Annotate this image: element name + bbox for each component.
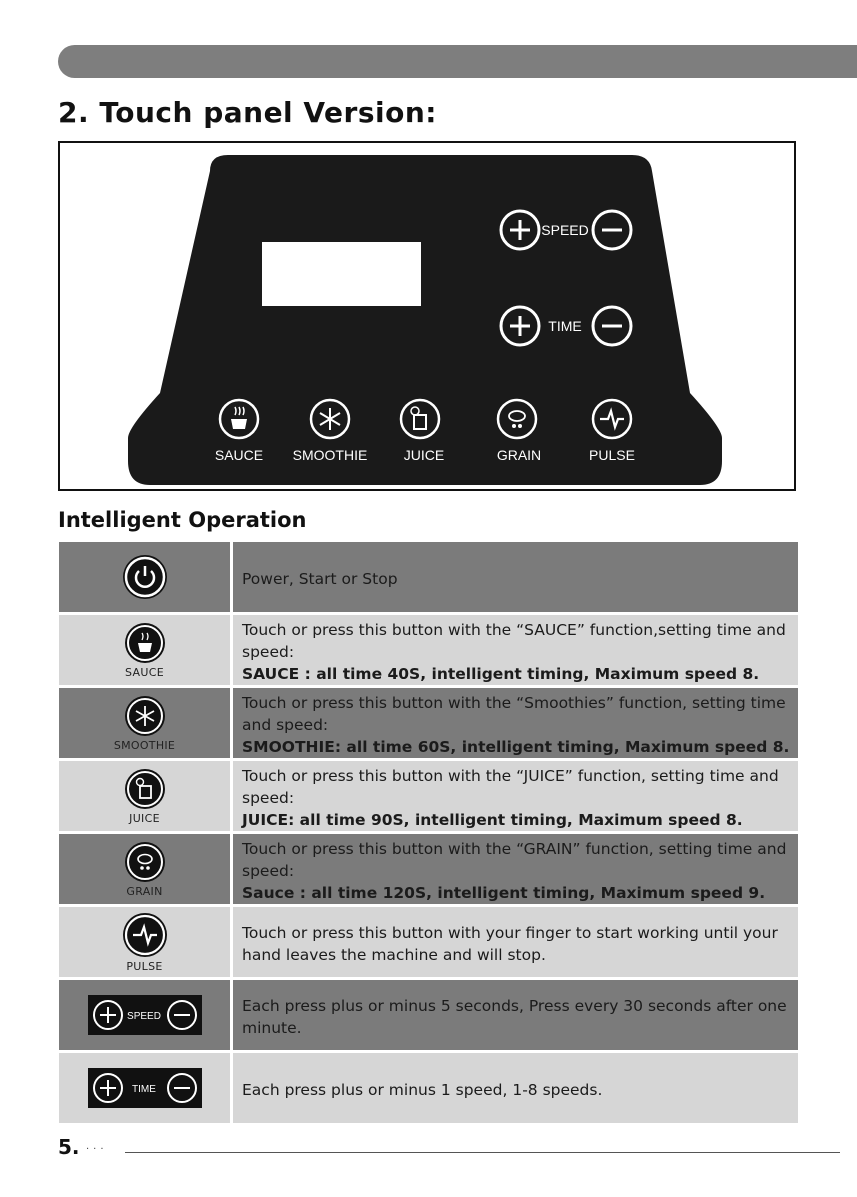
speed-control-label: SPEED	[126, 1011, 161, 1022]
page-title: 2. Touch panel Version:	[58, 96, 437, 129]
table-row	[59, 980, 798, 1050]
section-title: Intelligent Operation	[58, 508, 307, 532]
juice-icon	[124, 768, 166, 810]
row-icon-label: PULSE	[126, 959, 163, 973]
table-row	[59, 542, 798, 612]
panel-label-juice: JUICE	[403, 447, 445, 463]
table-row	[59, 907, 798, 977]
table-row	[59, 1053, 798, 1123]
power-icon	[122, 554, 168, 600]
row-bold-text: JUICE: all time 90S, intelligent timing, Maximum speed 8.	[242, 811, 743, 829]
panel-label-smoothie: SMOOTHIE	[292, 447, 368, 463]
page-number: 5.	[58, 1135, 80, 1159]
speed-control-icon	[88, 995, 202, 1035]
table-row	[59, 761, 798, 831]
row-text: Each press plus or minus 5 seconds, Press every 30 seconds after one minute.	[242, 997, 787, 1037]
row-bold-text: SMOOTHIE: all time 60S, intelligent timing, Maximum speed 8.	[242, 738, 790, 756]
header-bar	[58, 45, 857, 78]
footer-dots: ...	[86, 1141, 108, 1152]
row-text: Power, Start or Stop	[242, 570, 398, 588]
panel-label-pulse: PULSE	[589, 447, 635, 463]
row-bold-text: Sauce : all time 120S, intelligent timing, Maximum speed 9.	[242, 884, 766, 902]
row-text: Touch or press this button with the “SAUCE” function,setting time and speed:	[242, 621, 786, 661]
display-screen	[262, 242, 421, 306]
row-icon-label: SAUCE	[125, 665, 164, 679]
grain-icon	[124, 841, 166, 883]
sauce-icon	[124, 622, 166, 664]
table-row	[59, 615, 798, 685]
row-icon-label: JUICE	[129, 811, 160, 825]
row-text: Each press plus or minus 1 speed, 1-8 speeds.	[242, 1081, 603, 1099]
footer-rule	[125, 1152, 840, 1153]
pulse-icon	[122, 912, 168, 958]
time-control-label: TIME	[131, 1084, 156, 1095]
panel-label-sauce: SAUCE	[214, 447, 264, 463]
touch-panel-figure	[58, 141, 796, 491]
time-control-icon	[88, 1068, 202, 1108]
panel-label-grain: GRAIN	[496, 447, 542, 463]
row-text: Touch or press this button with the “JUICE” function, setting time and speed:	[242, 767, 779, 807]
panel-speed-label: SPEED	[541, 222, 589, 238]
smoothie-icon	[124, 695, 166, 737]
row-bold-text: SAUCE : all time 40S, intelligent timing, Maximum speed 8.	[242, 665, 760, 683]
row-icon-label: SMOOTHIE	[113, 738, 176, 752]
operation-table	[59, 542, 798, 1126]
panel-time-label: TIME	[548, 318, 582, 334]
table-row	[59, 688, 798, 758]
touch-panel-body	[128, 155, 722, 485]
row-text: Touch or press this button with your finger to start working until your hand leaves the machine and will stop.	[242, 924, 778, 964]
table-row	[59, 834, 798, 904]
row-icon-label: GRAIN	[126, 884, 163, 898]
row-text: Touch or press this button with the “GRAIN” function, setting time and speed:	[242, 840, 787, 880]
row-text: Touch or press this button with the “Smoothies” function, setting time and speed:	[242, 694, 786, 734]
